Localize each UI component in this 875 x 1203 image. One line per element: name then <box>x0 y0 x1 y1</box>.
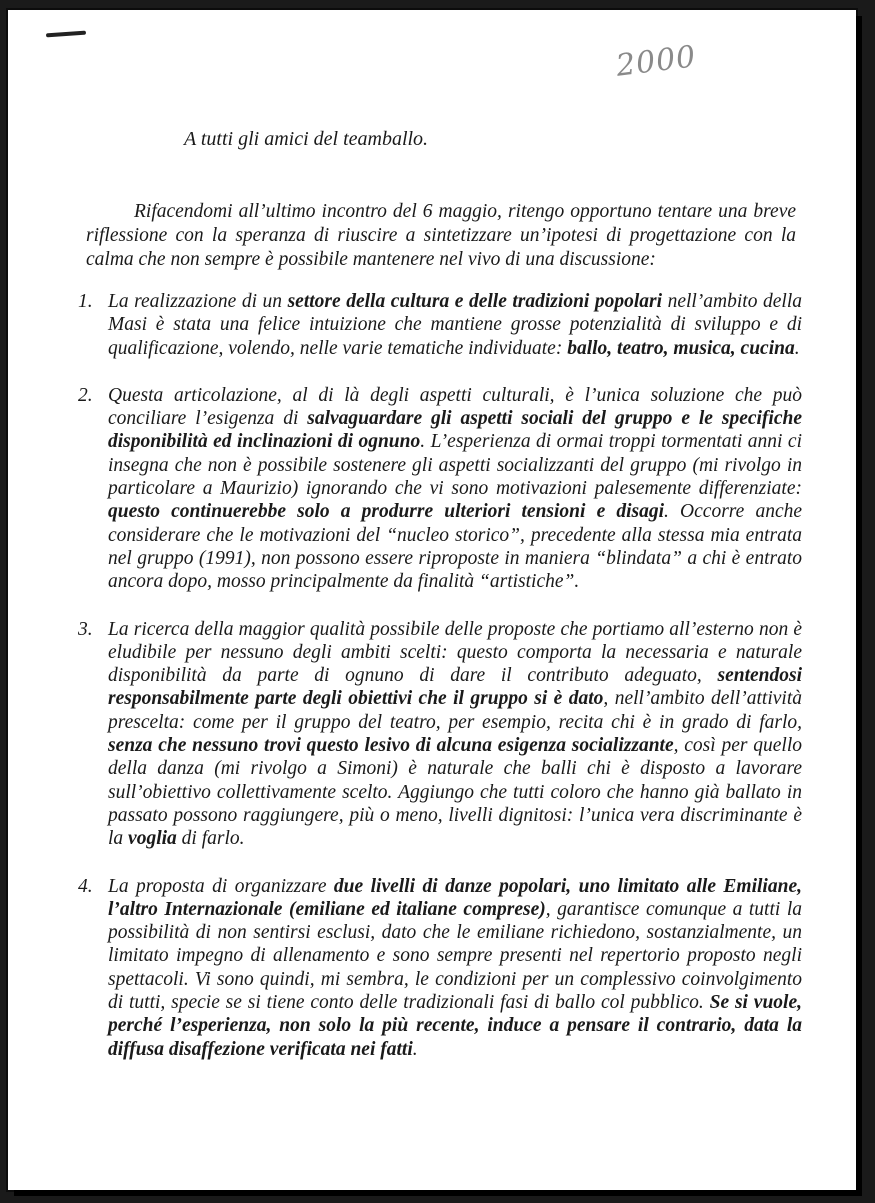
text-segment: La ricerca della maggior qualità possibile delle proposte che portiamo all’esterno non è eludibile per nessuno degli ambiti scelti: questo comporta la necessaria e naturale disponibilità da parte di ognuno di dare il contributo adeguato, <box>108 618 802 687</box>
numbered-points <box>78 290 802 1085</box>
text-segment: , così per quello della danza (mi rivolgo a Simoni) è naturale che balli chi è disposto a lavorare sull’obiettivo collettivamente scelto. Aggiungo che tutti coloro che hanno già ballato in passato possono raggiungere, più o meno, livelli dignitosi: l’unica vera discriminante è la <box>108 735 802 850</box>
point-text <box>108 618 802 851</box>
text-segment: Questa articolazione, al di là degli aspetti culturali, è l’unica soluzione che può conciliare l’esigenza di <box>108 384 802 430</box>
bold-text-segment: settore della cultura e delle tradizioni popolari <box>287 291 663 312</box>
point-3 <box>78 618 802 851</box>
point-number: 3. <box>78 618 93 640</box>
text-segment: . <box>412 1038 418 1060</box>
pen-mark <box>46 31 86 38</box>
point-4 <box>78 875 802 1061</box>
text-segment: , garantisce comunque a tutti la possibilità di non sentirsi esclusi, dato che le emiliane richiedono, sostanzialmente, un limitato impegno di allenamento e sono sempre presenti nel repertorio proposto negli spettacoli. Vi sono quindi, mi sembra, le condizioni per un complessivo coinvolgimento di tutti, specie se si tiene conto delle tradizionali fasi di ballo col pubblico. <box>108 898 802 1014</box>
point-number: 2. <box>78 384 93 406</box>
text-segment: di farlo. <box>176 828 245 850</box>
bold-text-segment: senza che nessuno trovi questo lesivo di alcuna esigenza socializzante <box>108 735 674 757</box>
text-segment: , nell’ambito dell’attività prescelta: come per il gruppo del teatro, per esempio, recita chi è in grado di farlo, <box>108 688 802 733</box>
text-segment: La proposta di organizzare <box>108 875 334 897</box>
bold-text-segment: questo continuerebbe solo a produrre ulteriori tensioni e disagi <box>108 501 665 523</box>
salutation: A tutti gli amici del teamballo. <box>184 128 429 150</box>
handwritten-year-note: 2000 <box>614 39 699 84</box>
point-text <box>108 875 802 1061</box>
text-segment: . L’esperienza di ormai troppi tormentati anni ci insegna che non è possibile sostenere gli aspetti socializzanti del gruppo (mi rivolgo in particolare a Maurizio) ignorando che vi sono motivazioni palesemente differenziate: <box>108 431 802 500</box>
point-text <box>108 384 802 594</box>
bold-text-segment: voglia <box>128 828 177 850</box>
bold-text-segment: due livelli di danze popolari, uno limitato alle Emiliane, l’altro Internazionale (emiliane ed italiane comprese) <box>108 875 802 920</box>
point-number: 4. <box>78 875 93 897</box>
document-page <box>8 10 856 1190</box>
bold-text-segment: ballo, teatro, musica, cucina <box>567 337 795 359</box>
text-segment: nell’ambito della Masi è stata una felice intuizione che mantiene grosse potenzialità di sviluppo e di qualificazione, volendo, nelle varie tematiche individuate: <box>108 291 802 359</box>
text-segment: . Occorre anche considerare che le motivazioni del “nucleo storico”, precedente alla stessa mia entrata nel gruppo (1991), non possono essere riproposte in maniera “blindata” a chi è entrato ancora dopo, mosso principalmente da finalità “artistiche”. <box>108 501 802 593</box>
text-segment: . <box>794 337 800 359</box>
intro-paragraph: Rifacendomi all’ultimo incontro del 6 maggio, ritengo opportuno tentare una breve riflessione con la speranza di riuscire a sintetizzare un’ipotesi di progettazione con la calma che non sempre è possibile mantenere nel vivo di una discussione: <box>86 201 796 270</box>
point-1 <box>78 290 802 360</box>
bold-text-segment: sentendosi responsabilmente parte degli obiettivi che il gruppo si è dato <box>108 665 802 710</box>
bold-text-segment: Se si vuole, perché l’esperienza, non solo la più recente, induce a pensare il contrario, data la diffusa disaffezione verificata nei fatti <box>108 992 802 1060</box>
point-2 <box>78 384 802 594</box>
point-number: 1. <box>78 291 93 312</box>
bold-text-segment: salvaguardare gli aspetti sociali del gruppo e le specifiche disponibilità ed inclinazioni di ognuno <box>108 408 802 453</box>
text-segment: La realizzazione di un <box>108 291 288 312</box>
point-text <box>108 290 802 360</box>
